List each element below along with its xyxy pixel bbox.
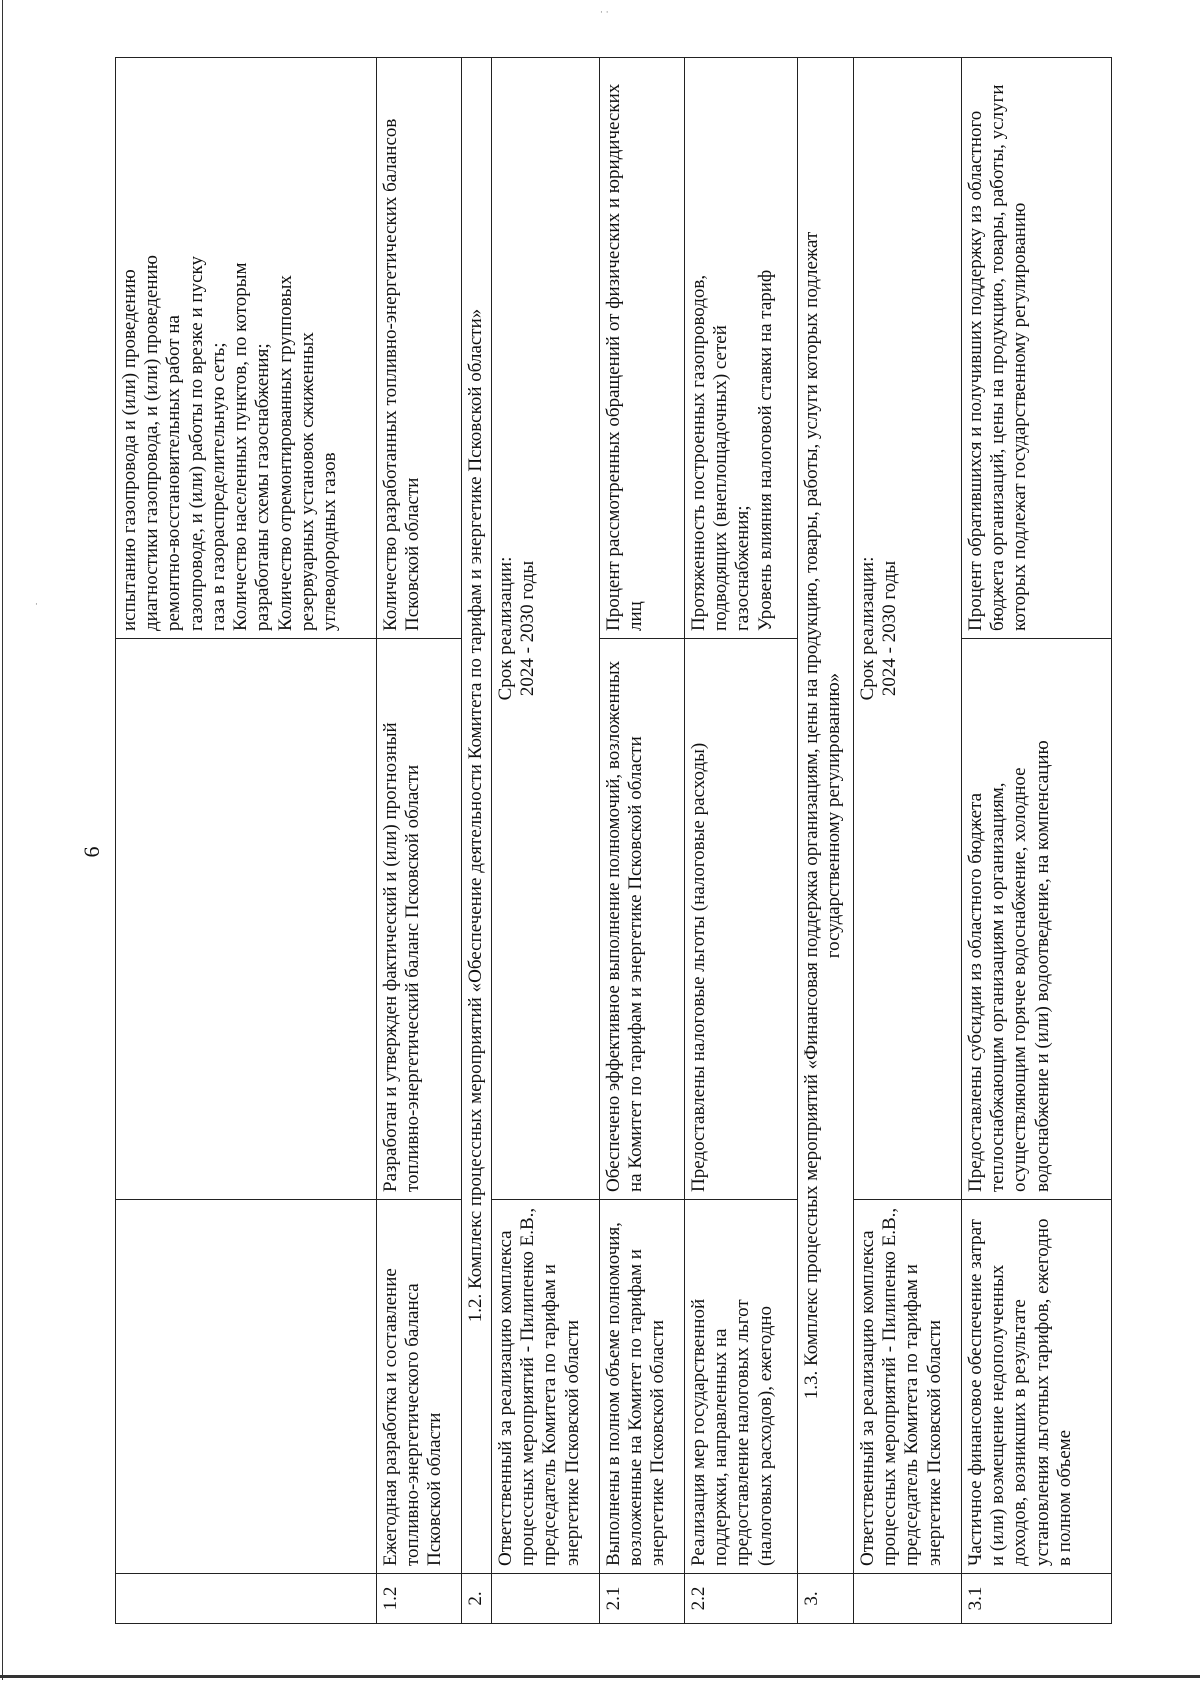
section-title (798, 58, 854, 1574)
indicator-line: диагностики газопровода, и (или) проведению (141, 255, 163, 631)
indicator-line: Уровень влияния налоговой ставки на тариф (754, 269, 776, 631)
result-cell: Разработан и утвержден фактический и (или) прогнозный топливно-энергетический баланс Псковской области (377, 639, 462, 1200)
indicator-cell (685, 58, 798, 639)
row-number: 3. (798, 1574, 854, 1624)
page-frame-left-line (2, 0, 3, 1680)
section-row (462, 58, 492, 1624)
task-cell: Ежегодная разработка и составление топливно-энергетического баланса Псковской области (377, 1200, 462, 1574)
scan-noise: · · (600, 8, 609, 18)
section-row (798, 58, 854, 1624)
indicator-cell: Процент обратившихся и получивших поддержку из областного бюджета организаций, цены на продукцию, товары, работы, услуги которых подлежат государственному регулированию (962, 58, 1112, 639)
rotated-table-container (115, 58, 1200, 1624)
row-number: 1.2 (377, 1574, 462, 1624)
table-row (600, 58, 685, 1624)
responsible-row (492, 58, 600, 1624)
measures-table (115, 57, 1112, 1624)
row-number: 3.1 (962, 1574, 1112, 1624)
result-cell: Обеспечено эффективное выполнение полномочий, возложенных на Комитет по тарифам и энергетике Псковской области (600, 639, 685, 1200)
indicator-line: Протяженность построенных газопроводов, (688, 274, 709, 631)
row-number: 2.2 (685, 1574, 798, 1624)
indicator-cell: Процент рассмотренных обращений от физических и юридических лиц (600, 58, 685, 639)
term-years: 2024 - 2030 годы (517, 560, 539, 697)
indicator-line: резервуарных установок сжиженных (296, 332, 318, 631)
task-cell: Выполнены в полном объеме полномочия, возложенные на Комитет по тарифам и энергетике Псковской области (600, 1200, 685, 1574)
task-cell (116, 1200, 377, 1574)
indicator-line: ремонтно-восстановительных работ на (163, 315, 185, 631)
result-cell (116, 639, 377, 1200)
responsible-cell: Ответственный за реализацию комплекса процессных мероприятий - Пилипенко Е.В., председатель Комитета по тарифам и энергетике Псковской области (854, 1200, 962, 1574)
table-row (962, 58, 1112, 1624)
row-number: 2.1 (600, 1574, 685, 1624)
table-row (685, 58, 798, 1624)
section-title: 1.2. Комплекс процессных мероприятий «Обеспечение деятельности Комитета по тарифам и энергетике Псковской области» (462, 58, 492, 1574)
table-row (377, 58, 462, 1624)
term-years: 2024 - 2030 годы (879, 560, 901, 697)
term-cell (854, 58, 962, 1200)
indicator-line: Количество отремонтированных групповых (274, 275, 296, 631)
section-title-line: государственному регулированию» (823, 672, 845, 959)
indicator-line: испытанию газопровода и (или) проведению (119, 269, 140, 631)
row-number (116, 1574, 377, 1624)
task-cell: Реализация мер государственной поддержки, направленных на предоставление налоговых льгот (налоговых расходов), ежегодно (685, 1200, 798, 1574)
page-number: 6 (79, 846, 104, 858)
indicator-line: газоснабжения; (732, 505, 754, 631)
term-cell (492, 58, 600, 1200)
section-title-line: 1.3. Комплекс процессных мероприятий «Финансовая поддержка организациям, цены на продукцию, товары, работы, услуги которых подлежат (801, 231, 822, 1400)
table-row (116, 58, 377, 1624)
term-label: Срок реализации: (857, 556, 878, 701)
row-number: 2. (462, 1574, 492, 1624)
scan-noise: · (35, 600, 38, 610)
indicator-line: углеводородных газов (318, 452, 340, 631)
result-cell: Предоставлены субсидии из областного бюджета теплоснабжающим организациям и организациям, осуществляющим горячее водоснабжение, холодное водоснабжение и (или) водоотведение, на компенсацию (962, 639, 1112, 1200)
indicator-line: разработаны схемы газоснабжения; (252, 343, 274, 631)
row-number (854, 1574, 962, 1624)
result-cell: Предоставлены налоговые льготы (налоговые расходы) (685, 639, 798, 1200)
indicator-line: подводящих (внеплощадочных) сетей (710, 325, 732, 631)
indicator-line: газопроводе, и (или) работы по врезке и пуску (185, 256, 207, 631)
responsible-cell: Ответственный за реализацию комплекса процессных мероприятий - Пилипенко Е.В., председатель Комитета по тарифам и энергетике Псковской области (492, 1200, 600, 1574)
responsible-row (854, 58, 962, 1624)
row-number (492, 1574, 600, 1624)
page-frame-bottom-line (0, 1675, 1200, 1678)
indicator-cell: Количество разработанных топливно-энергетических балансов Псковской области (377, 58, 462, 639)
task-cell: Частичное финансовое обеспечение затрат и (или) возмещение недополученных доходов, возникших в результате установления льготных тарифов, ежегодно в полном объеме (962, 1200, 1112, 1574)
indicator-cell (116, 58, 377, 639)
indicator-line: газа в газораспределительную сеть; (207, 342, 229, 631)
indicator-line: Количество населенных пунктов, по которым (230, 262, 252, 631)
term-label: Срок реализации: (495, 556, 516, 701)
